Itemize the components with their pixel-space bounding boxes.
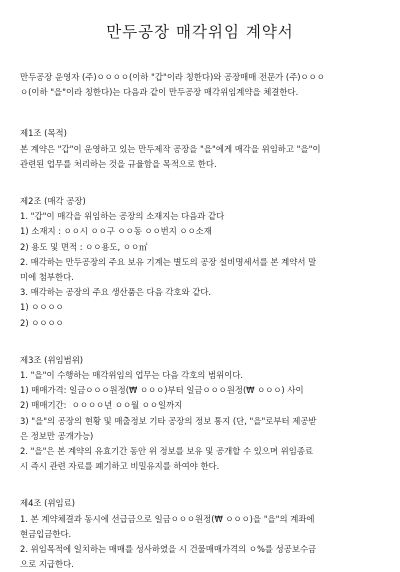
- article-heading: 제4조 (위임료): [20, 498, 75, 509]
- article-line: 2) ㅇㅇㅇㅇ: [20, 317, 64, 328]
- article-line: 본 계약은 "갑"이 운영하고 있는 만두제작 공장을 "을"에게 매각을 위임하고 "을"이: [20, 143, 321, 154]
- article-line: 시 즉시 관련 자료를 폐기하고 비밀유지를 하여야 한다.: [20, 461, 220, 472]
- article-line: 2. 매각하는 만두공장의 주요 보유 기계는 별도의 공장 설비명세서를 본 계약서 말: [20, 256, 317, 267]
- article-line: 미에 첨부한다.: [20, 272, 74, 283]
- article-line: 현금입금한다.: [20, 528, 72, 539]
- intro-line: ㅇ(이하 "을"이라 칭한다)는 다음과 같이 만두공장 매각위임계약을 체결한다.: [20, 87, 299, 98]
- article-line: 2) 용도 및 면적 : ㅇㅇ용도, ㅇㅇ㎡: [20, 241, 148, 252]
- article-line: 3. 매각하는 공장의 주요 생산품은 다음 각호와 같다.: [20, 287, 212, 298]
- article-4: [20, 496, 382, 572]
- intro-paragraph: [20, 70, 382, 100]
- article-2: [20, 194, 382, 331]
- document-body: [20, 70, 382, 572]
- article-line: 1) 매매가격: 일금ㅇㅇㅇ원정(₩ ㅇㅇㅇ)부터 일금ㅇㅇㅇ원정(₩ ㅇㅇㅇ) 사이: [20, 385, 304, 396]
- article-heading: 제1조 (목적): [20, 128, 67, 139]
- article-line: 2) 매매기간: ㅇㅇㅇㅇ년 ㅇㅇ월 ㅇㅇ일까지: [20, 400, 183, 411]
- article-line: 은 정보만 공개가능): [20, 430, 94, 441]
- article-line: 2. 위임목적에 일치하는 매매를 성사하였을 시 건물매매가격의 ㅇ%를 성공보수금: [20, 544, 317, 555]
- intro-line: 만두공장 운영자 (주)ㅇㅇㅇㅇ(이하 "갑"이라 칭한다)와 공장매매 전문가 (주)ㅇㅇㅇ: [20, 72, 325, 82]
- document-title: 만두공장 매각위임 계약서: [106, 23, 294, 41]
- article-line: 3) "을"의 공장의 현황 및 매출정보 기타 공장의 정보 통지 (단, "을"로부터 제공받: [20, 415, 317, 426]
- article-line: 으로 지급한다.: [20, 559, 74, 570]
- article-line: 관련된 업무를 처리하는 것을 규율함을 목적으로 한다.: [20, 158, 217, 169]
- article-heading: 제3조 (위임범위): [20, 354, 84, 365]
- article-line: 1) ㅇㅇㅇㅇ: [20, 302, 64, 313]
- article-3: [20, 353, 382, 475]
- article-line: 1) 소재지 : ㅇㅇ시 ㅇㅇ구 ㅇㅇ동 ㅇㅇ번지 ㅇㅇ소재: [20, 226, 212, 237]
- article-heading: 제2조 (매각 공장): [20, 196, 86, 207]
- article-line: 1. 본 계약체결과 동시에 선급금으로 일금ㅇㅇㅇ원정(₩ ㅇㅇㅇ)을 "을"의 계좌에: [20, 513, 315, 524]
- article-1: [20, 126, 382, 172]
- article-line: 1. "갑"이 매각을 위임하는 공장의 소재지는 다음과 같다: [20, 211, 225, 222]
- article-line: 1. "을"이 수행하는 매각위임의 업무는 다음 각호의 범위이다.: [20, 370, 244, 381]
- article-line: 2. "을"은 본 계약의 유효기간 동안 위 정보를 보유 및 공개할 수 있으며 위임종료: [20, 446, 314, 457]
